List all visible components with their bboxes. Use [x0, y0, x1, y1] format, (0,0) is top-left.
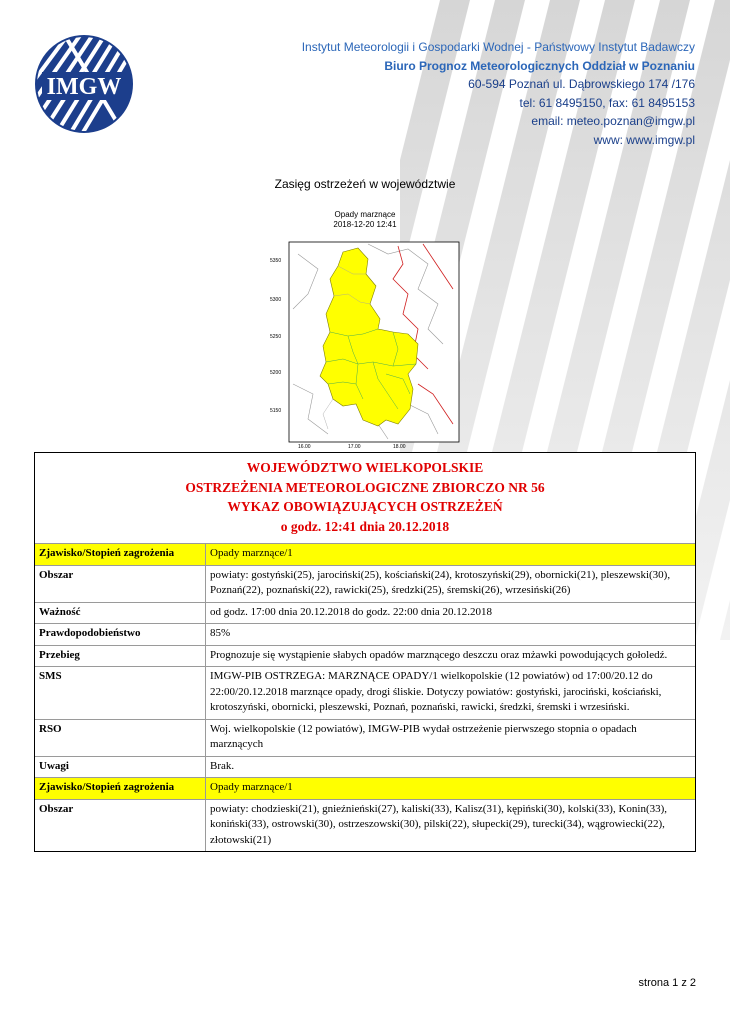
x-tick: 18.00 [393, 444, 406, 450]
row-value: Brak. [206, 756, 695, 778]
map-timestamp: 2018-12-20 12:41 [333, 220, 397, 229]
warning-document [34, 452, 696, 852]
row-value: 85% [206, 623, 695, 645]
y-tick: 5300 [270, 297, 282, 303]
row-value: Prognozuje się wystąpienie słabych opadów marznącego deszczu oraz mżawki powodujących gołoledź. [206, 645, 695, 667]
institute-header [302, 38, 695, 149]
x-tick: 16.00 [298, 444, 311, 450]
bulletin-title: OSTRZEŻENIA METEOROLOGICZNE ZBIORCZO NR 56 [185, 479, 545, 495]
row-label: SMS [35, 666, 206, 719]
table-row [35, 543, 695, 565]
office-name: Biuro Prognoz Meteorologicznych Oddział w Poznaniu [384, 58, 695, 73]
row-value: Opady marznące/1 [206, 543, 695, 565]
email-link[interactable]: email: meteo.poznan@imgw.pl [531, 114, 695, 128]
document-title [35, 453, 695, 543]
table-row [35, 756, 695, 778]
y-tick: 5350 [270, 258, 282, 264]
table-row [35, 602, 695, 624]
list-title: WYKAZ OBOWIĄZUJĄCYCH OSTRZEŻEŃ [227, 499, 503, 514]
warning-map [268, 234, 460, 450]
address: 60-594 Poznań ul. Dąbrowskiego 174 /176 [468, 77, 695, 91]
row-label: Uwagi [35, 756, 206, 778]
map-title: Opady marznące [334, 210, 396, 219]
website-link[interactable]: www: www.imgw.pl [593, 132, 695, 147]
region-title: WOJEWÓDZTWO WIELKOPOLSKIE [246, 460, 484, 475]
row-value: od godz. 17:00 dnia 20.12.2018 do godz. 22:00 dnia 20.12.2018 [206, 602, 695, 624]
page-number: strona 1 z 2 [638, 977, 696, 989]
table-row [35, 645, 695, 667]
y-tick: 5200 [270, 370, 282, 376]
table-row [35, 623, 695, 645]
map-heading: Zasięg ostrzeżeń w województwie [274, 177, 456, 191]
institute-name: Instytut Meteorologii i Gospodarki Wodnej - Państwowy Instytut Badawczy [301, 40, 695, 54]
row-label: Zjawisko/Stopień zagrożenia [35, 777, 206, 799]
table-row [35, 666, 695, 719]
table-row [35, 799, 695, 852]
row-label: Ważność [35, 602, 206, 624]
phone: tel: 61 8495150, fax: 61 8495153 [519, 95, 695, 110]
table-row [35, 719, 695, 756]
logo-text: IMGW [46, 74, 122, 100]
table-row [35, 777, 695, 799]
issue-time: o godz. 12:41 dnia 20.12.2018 [280, 518, 450, 534]
row-value: Opady marznące/1 [206, 777, 695, 799]
row-label: Zjawisko/Stopień zagrożenia [35, 543, 206, 565]
row-label: Obszar [35, 799, 206, 852]
row-label: Obszar [35, 565, 206, 602]
row-value: IMGW-PIB OSTRZEGA: MARZNĄCE OPADY/1 wielkopolskie (12 powiatów) od 17:00/20.12 do 22:00/20.12.2018 marznące opady, drogi śliskie. Dotyczy powiatów: gostyński, jarociński, kościański, krotoszyński, obornicki, pleszewski, Poznań, poznański, rawicki, średzki, śremski i wrzesiński. [206, 666, 695, 719]
imgw-logo [34, 34, 134, 134]
y-tick: 5250 [270, 334, 282, 340]
row-value: powiaty: chodzieski(21), gnieźnieński(27), kaliski(33), Kalisz(31), kępiński(30), kolski(33), Konin(33), koniński(33), ostrowski(30), ostrzeszowski(30), pilski(22), słupecki(29), turecki(34), wągrowiecki(22), złotowski(21) [206, 799, 695, 852]
warning-table [35, 543, 695, 851]
row-value: powiaty: gostyński(25), jarociński(25), kościański(24), krotoszyński(29), obornicki(21), pleszewski(30), Poznań(22), poznański(22), rawicki(25), średzki(25), śremski(26), wrzesiński(26) [206, 565, 695, 602]
x-tick: 17.00 [348, 444, 361, 450]
y-tick: 5150 [270, 408, 282, 414]
row-label: RSO [35, 719, 206, 756]
row-value: Woj. wielkopolskie (12 powiatów), IMGW-PIB wydał ostrzeżenie pierwszego stopnia o opadach marznących [206, 719, 695, 756]
table-row [35, 565, 695, 602]
row-label: Prawdopodobieństwo [35, 623, 206, 645]
row-label: Przebieg [35, 645, 206, 667]
map-title-block [310, 210, 420, 230]
